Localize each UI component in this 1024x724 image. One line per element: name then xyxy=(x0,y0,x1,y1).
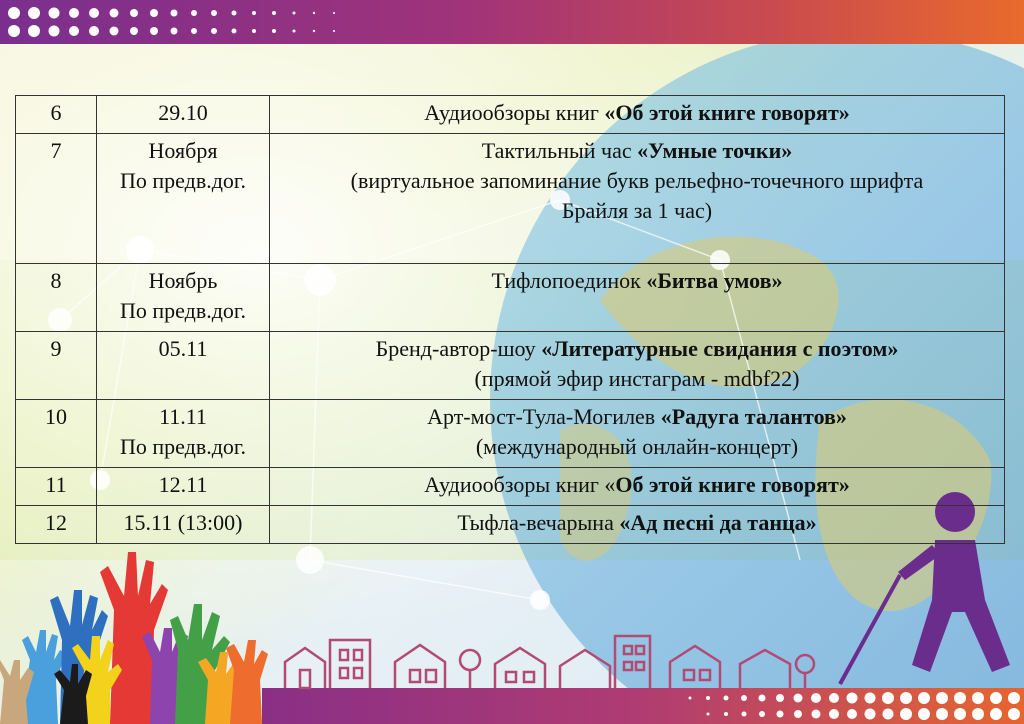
date-line: 11.11 xyxy=(159,404,207,429)
date-line: По предв.дог. xyxy=(120,168,246,193)
event-line xyxy=(276,98,998,128)
event-text: Тифлопоединок xyxy=(491,268,647,293)
row-number xyxy=(16,134,97,264)
row-event xyxy=(270,468,1005,506)
table-row xyxy=(16,332,1005,400)
events-schedule-table xyxy=(15,95,1005,544)
date-line: 29.10 xyxy=(158,100,208,125)
schedule-body xyxy=(16,96,1005,544)
date-line: Ноябрь xyxy=(148,268,218,293)
row-number-text: 7 xyxy=(50,138,62,163)
event-line xyxy=(276,334,998,364)
event-line xyxy=(276,196,998,226)
row-number-text: 9 xyxy=(50,336,62,361)
row-number xyxy=(16,400,97,468)
event-text: Тактильный час xyxy=(481,138,638,163)
row-date xyxy=(97,96,270,134)
table-row xyxy=(16,96,1005,134)
row-number xyxy=(16,264,97,332)
row-event xyxy=(270,332,1005,400)
date-line: Ноября xyxy=(148,138,218,163)
event-title: «Радуга талантов» xyxy=(660,404,847,429)
event-text: (международный онлайн-концерт) xyxy=(475,434,799,459)
event-line xyxy=(276,470,998,500)
date-line: По предв.дог. xyxy=(120,434,246,459)
event-text: Аудиообзоры книг xyxy=(424,100,605,125)
row-number xyxy=(16,96,97,134)
event-line xyxy=(276,166,998,196)
row-date xyxy=(97,468,270,506)
event-text: (прямой эфир инстаграм - mdbf22) xyxy=(474,366,800,391)
row-event xyxy=(270,96,1005,134)
row-number-text: 6 xyxy=(50,100,62,125)
row-number-text: 12 xyxy=(45,510,67,535)
event-text: Бренд-автор-шоу xyxy=(375,336,542,361)
row-date xyxy=(97,332,270,400)
date-line: 12.11 xyxy=(158,472,208,497)
event-text: Брайля за 1 час) xyxy=(561,198,713,223)
date-line: 05.11 xyxy=(158,336,208,361)
row-number xyxy=(16,332,97,400)
event-title: «Битва умов» xyxy=(646,268,783,293)
event-title: «Об этой книге говорят» xyxy=(604,100,850,125)
event-title: Об этой книге говорят» xyxy=(615,472,850,497)
row-number-text: 10 xyxy=(45,404,67,429)
table-row xyxy=(16,264,1005,332)
table-row xyxy=(16,400,1005,468)
table-row xyxy=(16,134,1005,264)
row-date xyxy=(97,264,270,332)
event-title: «Литературные свидания с поэтом» xyxy=(541,336,899,361)
event-line xyxy=(276,432,998,462)
row-event xyxy=(270,400,1005,468)
table-row xyxy=(16,468,1005,506)
top-banner xyxy=(0,0,1024,44)
event-line xyxy=(276,364,998,394)
row-event xyxy=(270,134,1005,264)
row-date xyxy=(97,134,270,264)
event-text: Арт-мост-Тула-Могилев xyxy=(427,404,661,429)
event-line xyxy=(276,508,998,538)
event-text: Тыфла-вечарына xyxy=(457,510,620,535)
table-row xyxy=(16,506,1005,544)
bottom-banner xyxy=(262,688,1024,724)
row-number xyxy=(16,468,97,506)
date-line: 15.11 (13:00) xyxy=(123,510,243,535)
event-text: Аудиообзоры книг « xyxy=(424,472,616,497)
row-event xyxy=(270,264,1005,332)
event-title: «Умные точки» xyxy=(637,138,793,163)
row-number xyxy=(16,506,97,544)
row-event xyxy=(270,506,1005,544)
row-date xyxy=(97,506,270,544)
row-date xyxy=(97,400,270,468)
event-line xyxy=(276,266,998,296)
date-line: По предв.дог. xyxy=(120,298,246,323)
row-number-text: 8 xyxy=(50,268,62,293)
event-line xyxy=(276,402,998,432)
event-line xyxy=(276,136,998,166)
event-text: (виртуальное запоминание букв рельефно-точечного шрифта xyxy=(350,168,924,193)
event-title: «Ад песні да танца» xyxy=(619,510,817,535)
row-number-text: 11 xyxy=(45,472,67,497)
